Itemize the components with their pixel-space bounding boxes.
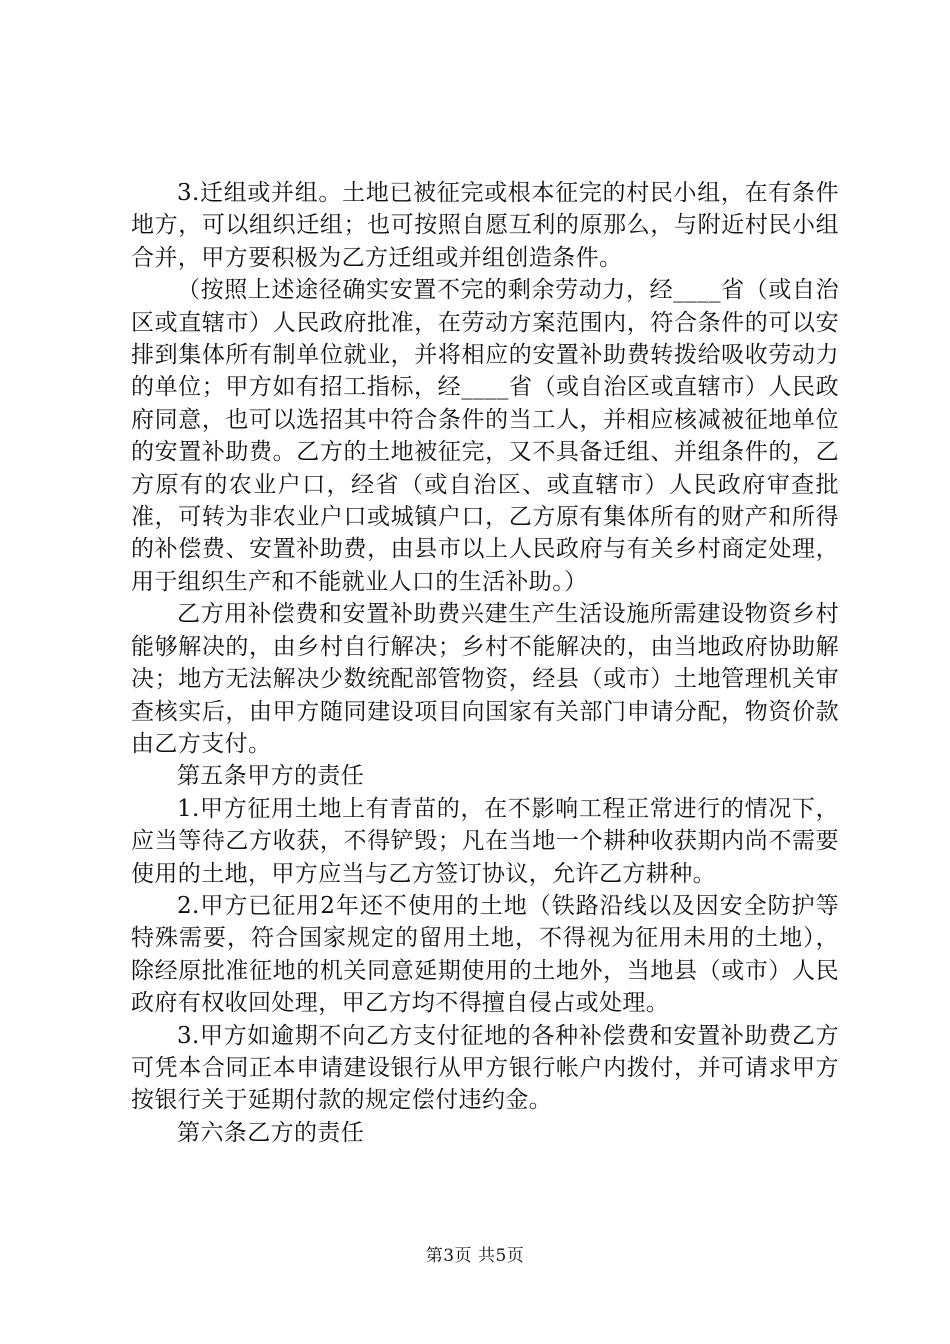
article-6-heading: 第六条乙方的责任: [177, 1119, 365, 1146]
document-body: [131, 177, 839, 1149]
paragraph-construction-materials: 乙方用补偿费和安置补助费兴建生产生活设施所需建设物资乡村能够解决的，由乡村自行解决；乡村不能解决的，由当地政府协助解决；地方无法解决少数统配部管物资，经县（或市）土地管理机关审查核实后，由甲方随同建设项目向国家有关部门申请分配，物资价款由乙方支付。: [131, 601, 839, 757]
article-5-item-2: 2.甲方已征用2年还不使用的土地（铁路沿线以及因安全防护等特殊需要，符合国家规定的留用土地，不得视为征用未用的土地），除经原批准征地的机关同意延期使用的土地外，当地县（或市）人民政府有权收回处理，甲乙方均不得擅自侵占或处理。: [131, 892, 839, 1017]
paragraph-relocate-merge-groups: 3.迁组或并组。土地已被征完或根本征完的村民小组，在有条件地方，可以组织迁组；也可按照自愿互利的原那么，与附近村民小组合并，甲方要积极为乙方迁组或并组创造条件。: [131, 180, 839, 271]
article-5-item-3: 3.甲方如逾期不向乙方支付征地的各种补偿费和安置补助费乙方可凭本合同正本申请建设银行从甲方银行帐户内拨付，并可请求甲方按银行关于延期付款的规定偿付违约金。: [131, 1022, 839, 1114]
paragraph-surplus-labor-placement: （按照上述途径确实安置不完的剩余劳动力，经____省（或自治区或直辖市）人民政府批准，在劳动方案范围内，符合条件的可以安排到集体所有制单位就业，并将相应的安置补助费转拨给吸收劳动力的单位；甲方如有招工指标，经____省（或自治区或直辖市）人民政府同意，也可以选招其中符合条件的当工人，并相应核减被征地单位的安置补助费。乙方的土地被征完，又不具备迁组、并组条件的，乙方原有的农业户口，经省（或自治区、或直辖市）人民政府审查批准，可转为非农业户口或城镇户口，乙方原有集体所有的财产和所得的补偿费、安置补助费，由县市以上人民政府与有关乡村商定处理，用于组织生产和不能就业人口的生活补助。）: [131, 277, 839, 595]
article-5-heading: 第五条甲方的责任: [177, 763, 365, 790]
article-5-item-1: 1.甲方征用土地上有青苗的，在不影响工程正常进行的情况下，应当等待乙方收获，不得铲毁；凡在当地一个耕种收获期内尚不需要使用的土地，甲方应当与乙方签订协议，允许乙方耕种。: [131, 795, 839, 887]
page-number-footer: 第3页 共5页: [425, 1246, 525, 1266]
